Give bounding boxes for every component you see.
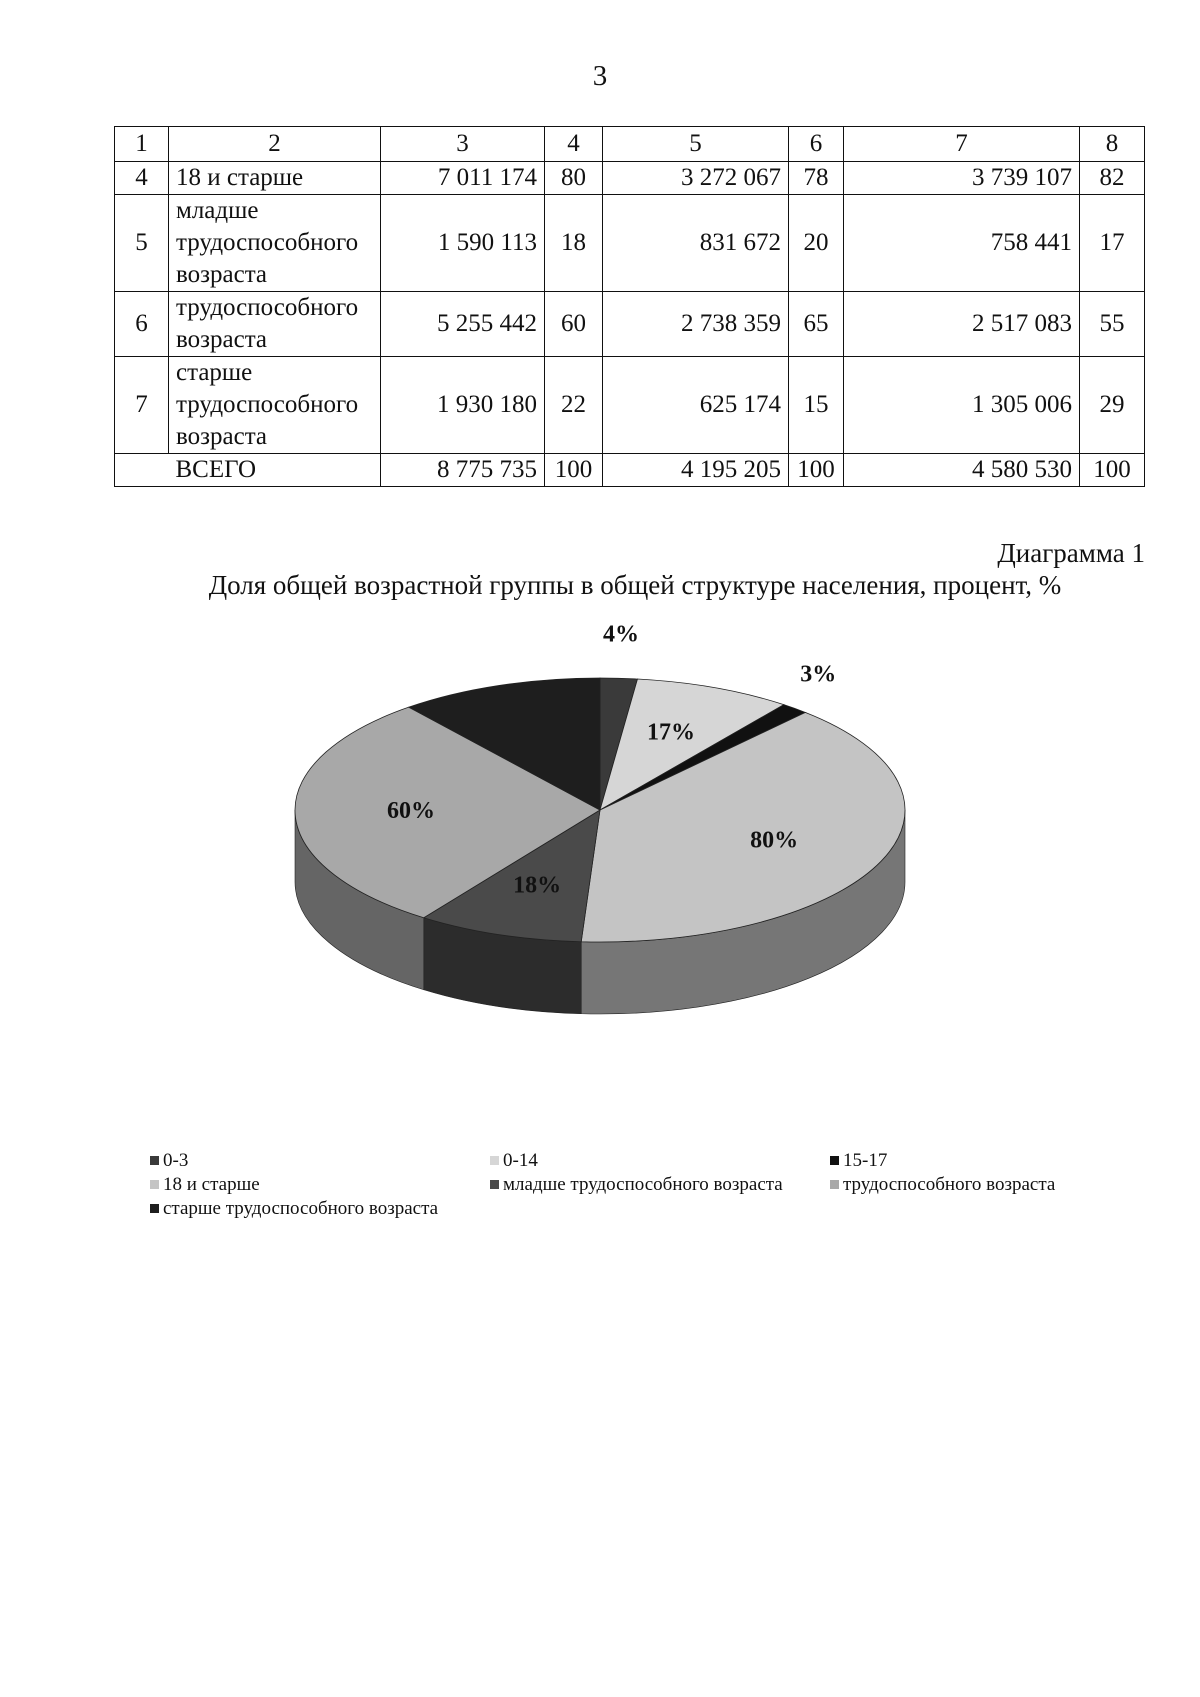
row-label-line: старше xyxy=(176,359,253,386)
cell-men-percent: 65 xyxy=(789,292,844,357)
total-label: ВСЕГО xyxy=(169,454,381,487)
population-table xyxy=(114,126,1145,487)
cell-women-count: 4 580 530 xyxy=(844,454,1080,487)
row-label xyxy=(169,195,381,292)
pie-data-label: 4% xyxy=(603,621,640,648)
cell-women-count: 1 305 006 xyxy=(844,357,1080,454)
cell-total-percent: 22 xyxy=(545,357,603,454)
pie-chart xyxy=(0,621,1200,1110)
page-number: 3 xyxy=(592,60,608,92)
row-number: 5 xyxy=(115,195,169,292)
pie-data-label: 3% xyxy=(800,661,837,688)
cell-total-count: 5 255 442 xyxy=(381,292,545,357)
legend-item xyxy=(830,1150,887,1172)
table-row xyxy=(115,162,1145,195)
table-row xyxy=(115,195,1145,292)
row-label-line: младше xyxy=(176,197,259,224)
legend-label: трудоспособного возраста xyxy=(843,1174,1056,1195)
legend-item xyxy=(150,1174,260,1196)
table-row xyxy=(115,292,1145,357)
row-label-line: возраста xyxy=(176,423,268,450)
legend-label: 0-14 xyxy=(503,1150,538,1171)
cell-total-count: 1 590 113 xyxy=(381,195,545,292)
cell-total-count: 1 930 180 xyxy=(381,357,545,454)
cell-women-percent: 82 xyxy=(1080,162,1145,195)
pie-data-label: 18% xyxy=(513,872,562,899)
legend-label: 18 и старше xyxy=(163,1174,260,1195)
legend-item xyxy=(490,1174,783,1196)
cell-men-percent: 78 xyxy=(789,162,844,195)
pie-data-label: 80% xyxy=(750,827,799,854)
cell-total-percent: 60 xyxy=(545,292,603,357)
table-header-row xyxy=(115,127,1145,162)
legend-swatch xyxy=(150,1156,159,1165)
header-cell: 6 xyxy=(789,127,844,162)
row-number: 6 xyxy=(115,292,169,357)
legend-label: младше трудоспособного возраста xyxy=(503,1174,783,1195)
pie-data-label: 60% xyxy=(386,798,435,825)
legend-item xyxy=(150,1198,438,1220)
diagram-title: Доля общей возрастной группы в общей структуре населения, процент, % xyxy=(208,570,1062,600)
legend-swatch xyxy=(830,1180,839,1189)
row-label xyxy=(169,162,381,195)
legend-swatch xyxy=(150,1180,159,1189)
header-cell: 5 xyxy=(603,127,789,162)
row-label-line: возраста xyxy=(176,326,268,353)
row-number: 4 xyxy=(115,162,169,195)
cell-total-count: 8 775 735 xyxy=(381,454,545,487)
header-cell: 3 xyxy=(381,127,545,162)
cell-men-percent: 20 xyxy=(789,195,844,292)
row-label-line: трудоспособного xyxy=(176,229,359,256)
cell-men-count: 4 195 205 xyxy=(603,454,789,487)
cell-men-count: 2 738 359 xyxy=(603,292,789,357)
row-label xyxy=(169,292,381,357)
cell-women-percent: 29 xyxy=(1080,357,1145,454)
cell-men-count: 831 672 xyxy=(603,195,789,292)
row-label xyxy=(169,357,381,454)
legend-item xyxy=(830,1174,1055,1196)
legend-swatch xyxy=(490,1180,499,1189)
row-label-line: 18 и старше xyxy=(176,164,304,191)
cell-total-percent: 80 xyxy=(545,162,603,195)
cell-women-count: 3 739 107 xyxy=(844,162,1080,195)
legend-label: 15-17 xyxy=(843,1150,888,1171)
cell-women-percent: 17 xyxy=(1080,195,1145,292)
legend-item xyxy=(490,1150,538,1172)
cell-women-count: 2 517 083 xyxy=(844,292,1080,357)
table-row xyxy=(115,357,1145,454)
header-cell: 4 xyxy=(545,127,603,162)
diagram-label: Диаграмма 1 xyxy=(997,538,1145,568)
legend-swatch xyxy=(150,1204,159,1213)
cell-total-percent: 18 xyxy=(545,195,603,292)
legend-label: 0-3 xyxy=(163,1150,189,1171)
legend-swatch xyxy=(490,1156,499,1165)
cell-women-percent: 55 xyxy=(1080,292,1145,357)
row-label-line: трудоспособного xyxy=(176,391,359,418)
header-cell: 8 xyxy=(1080,127,1145,162)
cell-men-percent: 100 xyxy=(789,454,844,487)
header-cell: 2 xyxy=(169,127,381,162)
row-label-line: трудоспособного xyxy=(176,294,359,321)
cell-total-count: 7 011 174 xyxy=(381,162,545,195)
cell-total-percent: 100 xyxy=(545,454,603,487)
header-cell: 1 xyxy=(115,127,169,162)
legend-label: старше трудоспособного возраста xyxy=(163,1198,439,1219)
cell-men-count: 3 272 067 xyxy=(603,162,789,195)
cell-men-percent: 15 xyxy=(789,357,844,454)
legend-swatch xyxy=(830,1156,839,1165)
table-total-row xyxy=(115,454,1145,487)
cell-men-count: 625 174 xyxy=(603,357,789,454)
row-number: 7 xyxy=(115,357,169,454)
row-label-line: возраста xyxy=(176,261,268,288)
cell-women-percent: 100 xyxy=(1080,454,1145,487)
cell-women-count: 758 441 xyxy=(844,195,1080,292)
total-empty-cell xyxy=(115,454,169,487)
pie-data-label: 17% xyxy=(647,719,696,746)
header-cell: 7 xyxy=(844,127,1080,162)
legend-item xyxy=(150,1150,188,1172)
